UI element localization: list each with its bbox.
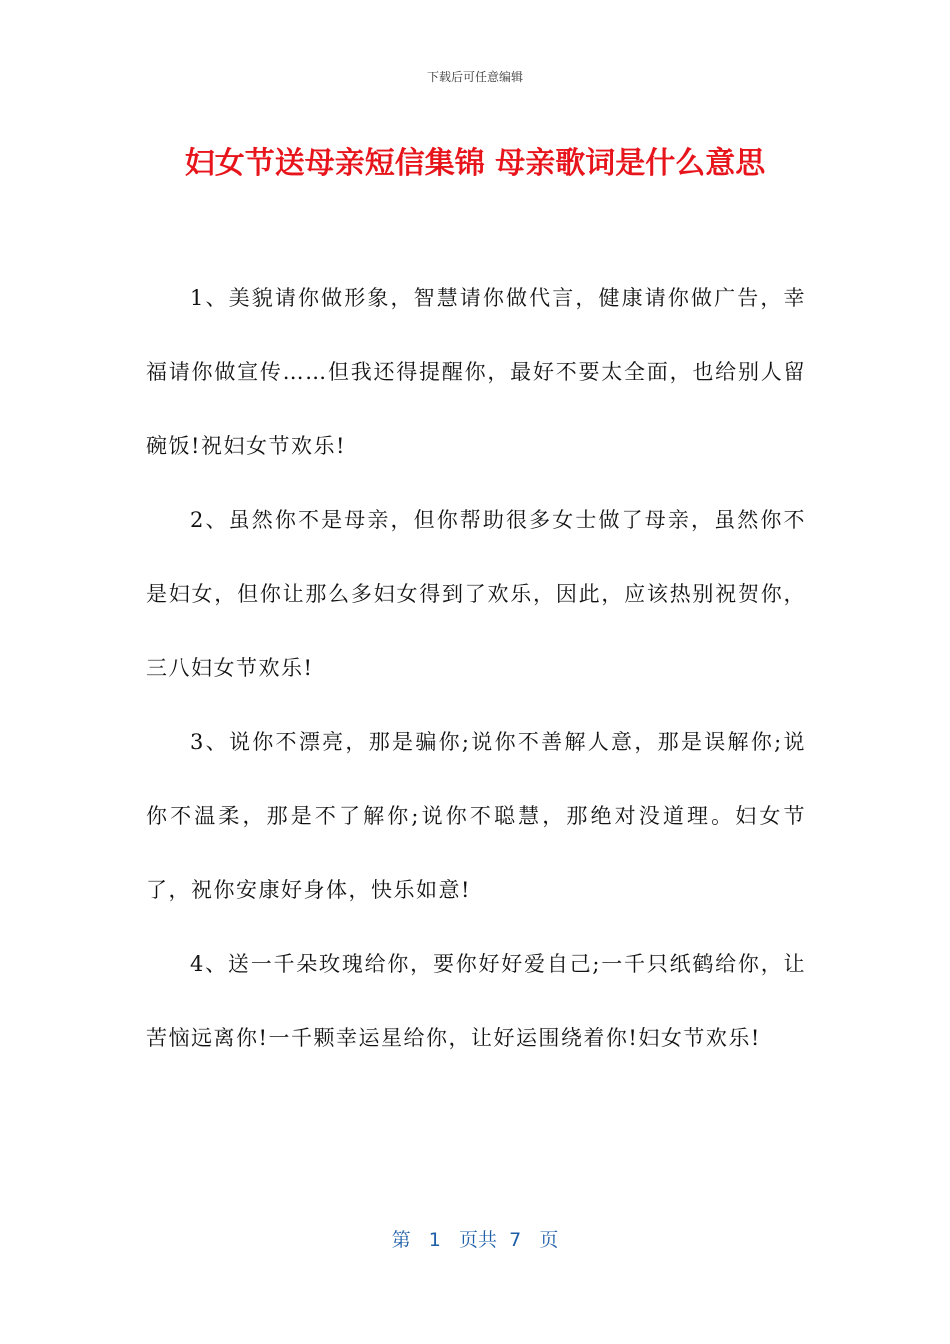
- paragraph-3: 3、说你不漂亮，那是骗你;说你不善解人意，那是误解你;说你不温柔，那是不了解你;说你不聪慧，那绝对没道理。妇女节了，祝你安康好身体，快乐如意!: [146, 730, 806, 902]
- footer-current-page: 1: [428, 1229, 441, 1251]
- page-header-note: 下载后可任意编辑: [426, 70, 523, 84]
- footer-page-middle: 页共: [459, 1229, 498, 1251]
- footer-page-prefix: 第: [391, 1229, 411, 1251]
- paragraph-1: 1、美貌请你做形象，智慧请你做代言，健康请你做广告，幸福请你做宣传……但我还得提醒你，最好不要太全面，也给别人留碗饭!祝妇女节欢乐!: [146, 286, 806, 458]
- page-footer: [0, 1225, 950, 1252]
- document-title: 妇女节送母亲短信集锦 母亲歌词是什么意思: [184, 146, 766, 181]
- paragraph-4: 4、送一千朵玫瑰给你，要你好好爱自己;一千只纸鹤给你，让苦恼远离你!一千颗幸运星给你，让好运围绕着你!妇女节欢乐!: [146, 952, 806, 1050]
- document-body: [146, 261, 806, 1075]
- footer-page-suffix: 页: [539, 1229, 559, 1251]
- footer-total-pages: 7: [509, 1229, 522, 1251]
- paragraph-2: 2、虽然你不是母亲，但你帮助很多女士做了母亲，虽然你不是妇女，但你让那么多妇女得到了欢乐，因此，应该热别祝贺你，三八妇女节欢乐!: [146, 508, 806, 680]
